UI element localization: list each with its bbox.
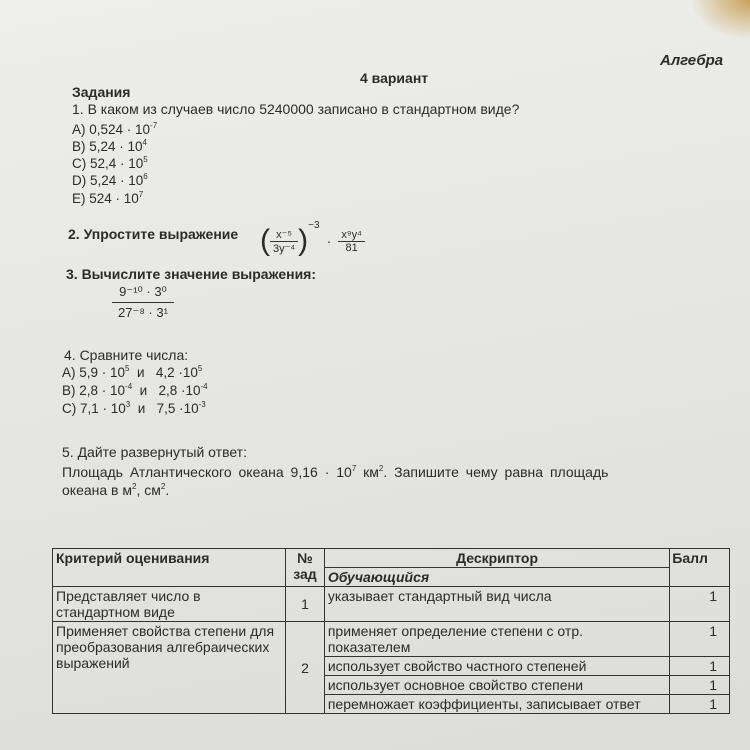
header-task-number: № зад [286,549,325,587]
q3-fraction: $\frac{\text{9⁻¹⁰ · 3⁰}}{\text{27⁻⁸ · 3¹}}$ [112,284,174,321]
score-cell: 1 [670,676,730,695]
q2-inner-fraction: $\frac{\text{x⁻⁵}}{\text{3y⁻⁴}}$ [270,228,298,255]
tasks-heading: Задания [72,84,131,100]
q1-option-b: B) $5,24 \cdot 10^4$ [72,138,147,154]
header-score: Балл [670,549,730,587]
descriptor-cell: указывает стандартный вид числа [324,587,669,622]
task-number-cell: 1 [286,587,325,622]
criterion-cell: Представляет число в стандартном виде [53,587,286,622]
descriptor-cell: применяет определение степени с отр. показателем [324,622,669,657]
descriptor-cell: перемножает коэффициенты, записывает ответ [324,695,669,714]
table-header-row [53,549,730,568]
right-paren: ) [298,224,309,258]
criterion-cell: Применяет свойства степени для преобразования алгебраических выражений [53,622,286,714]
q4-option-b: B) $2,8 \cdot 10^{-4}$ и $2,8 \cdot 10^{-4}$ [62,382,208,398]
table-row [53,622,730,657]
question-4-text: 4. Сравните числа: [64,347,189,363]
descriptor-cell: использует основное свойство степени [324,676,669,695]
subject-title: Алгебра [660,52,724,69]
score-cell: 1 [670,587,730,622]
table-row [53,587,730,622]
header-criterion: Критерий оценивания [53,549,286,587]
descriptor-cell: использует свойство частного степеней [324,657,669,676]
question-1-text: 1. В каком из случаев число 5240000 записано в стандартном виде? [72,101,520,117]
variant-title: 4 вариант [360,70,429,86]
q4-option-a: A) $5,9 \cdot 10^5$ и $4,2 \cdot 10^5$ [62,364,203,380]
q5-line-2: океана в $м^2$, $см^2$. [62,482,170,498]
header-descriptor: Дескриптор [324,549,669,568]
left-paren: ( [260,224,270,258]
score-cell: 1 [670,622,730,657]
q2-right-fraction: $\frac{\text{x⁹y⁴}}{81}$ [338,229,364,254]
header-student: Обучающийся [324,568,669,587]
q1-option-c: C) $52,4 \cdot 10^5$ [72,155,148,171]
question-3-text: 3. Вычислите значение выражения: [66,266,317,282]
q1-option-d: D) $5,24 \cdot 10^6$ [72,172,148,188]
question-2-text: 2. Упростите выражение [68,226,239,242]
assessment-criteria-table [52,548,730,714]
background-shadow [690,0,750,40]
q5-line-1: Площадь Атлантического океана $9,16 \cdot 10^7$ $км^2$. Запишите чему равна площадь [62,464,609,480]
q2-expression: ( $\frac{\text{x⁻⁵}}{\text{3y⁻⁴}}$ )$^{-3}$ · $\frac{\text{x⁹y⁴}}{81}$ [260,220,365,258]
score-cell: 1 [670,657,730,676]
question-5-text: 5. Дайте развернутый ответ: [62,444,247,460]
task-number-cell: 2 [286,622,325,714]
q4-option-c: C) $7,1 \cdot 10^3$ и $7,5 \cdot 10^{-3}$ [62,400,206,416]
q1-option-a: A) $0,524 \cdot 10^{-7}$ [72,121,158,137]
q1-option-e: E) $524 \cdot 10^7$ [72,190,144,206]
score-cell: 1 [670,695,730,714]
